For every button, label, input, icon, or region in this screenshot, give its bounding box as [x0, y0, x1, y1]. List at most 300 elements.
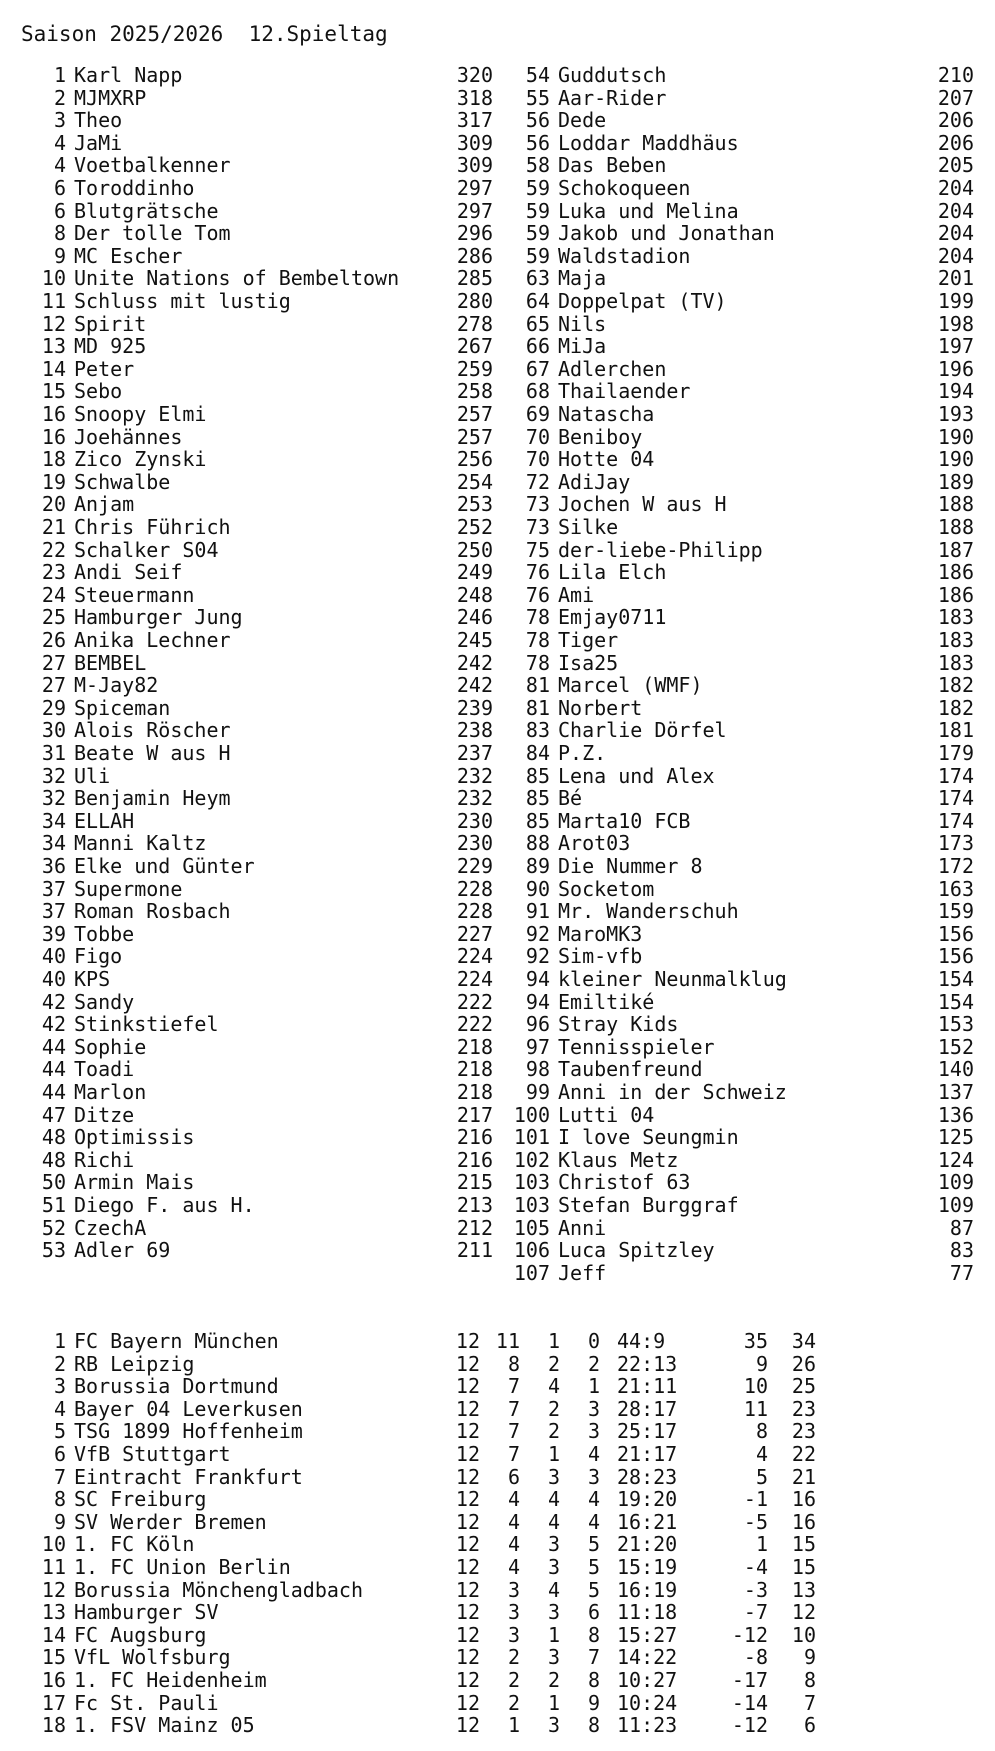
- table-rank: 2: [53, 1351, 66, 1376]
- table-rank: 9: [53, 1509, 66, 1534]
- rank: 40: [41, 944, 66, 969]
- player-name: Schwalbe: [74, 469, 171, 494]
- rank: 32: [41, 786, 66, 811]
- losses: 9: [587, 1690, 600, 1715]
- rank: 25: [41, 605, 66, 630]
- player-name: Ditze: [74, 1102, 135, 1127]
- player-name: Uli: [74, 763, 111, 788]
- player-name: Schalker S04: [74, 537, 219, 562]
- wins: 2: [507, 1645, 520, 1670]
- team-name: RB Leipzig: [74, 1351, 195, 1376]
- rank: 96: [525, 1012, 550, 1037]
- goal-difference: 11: [743, 1396, 768, 1421]
- rank: 29: [41, 695, 66, 720]
- points: 218: [456, 1057, 493, 1082]
- rank: 8: [53, 221, 66, 246]
- draws: 3: [547, 1713, 560, 1738]
- player-name: Klaus Metz: [558, 1147, 679, 1172]
- team-name: Hamburger SV: [74, 1600, 219, 1625]
- rank: 90: [525, 876, 550, 901]
- player-name: Nils: [558, 311, 607, 336]
- team-name: Bayer 04 Leverkusen: [74, 1396, 303, 1421]
- points: 212: [456, 1215, 493, 1240]
- points: 163: [937, 876, 974, 901]
- player-name: BEMBEL: [74, 650, 147, 675]
- draws: 2: [547, 1396, 560, 1421]
- rank: 14: [41, 356, 66, 381]
- goal-difference: -14: [731, 1690, 768, 1715]
- goal-difference: 1: [755, 1532, 768, 1557]
- games: 12: [455, 1713, 480, 1738]
- wins: 11: [495, 1329, 520, 1353]
- rank: 59: [525, 198, 550, 223]
- losses: 8: [587, 1668, 600, 1692]
- rank: 22: [41, 537, 66, 562]
- rank: 81: [525, 673, 550, 698]
- player-name: Sophie: [74, 1034, 147, 1059]
- rank: 100: [513, 1102, 550, 1127]
- games: 12: [455, 1419, 480, 1444]
- points: 196: [937, 356, 974, 381]
- draws: 4: [547, 1487, 560, 1512]
- points: 172: [937, 854, 974, 878]
- rank: 107: [513, 1260, 550, 1285]
- goal-difference: -17: [731, 1668, 768, 1692]
- goals: 21:20: [617, 1532, 678, 1557]
- rank: 2: [53, 85, 66, 110]
- rank: 39: [41, 921, 66, 946]
- points: 242: [456, 673, 493, 698]
- points: 153: [937, 1012, 974, 1037]
- player-name: Sim-vfb: [558, 944, 643, 969]
- table-rank: 14: [41, 1622, 66, 1647]
- rank: 69: [525, 402, 550, 426]
- points: 186: [937, 582, 974, 607]
- table-rank: 13: [41, 1600, 66, 1625]
- page-title: Saison 2025/2026 12.Spieltag: [21, 22, 388, 46]
- player-name: KPS: [74, 967, 111, 991]
- player-name: Optimissis: [74, 1125, 195, 1150]
- points: 296: [456, 221, 493, 246]
- player-name: JaMi: [74, 130, 123, 155]
- points: 188: [937, 492, 974, 517]
- games: 12: [455, 1351, 480, 1376]
- points: 245: [456, 628, 493, 652]
- rank: 1: [53, 63, 66, 87]
- games: 12: [455, 1645, 480, 1670]
- player-name: Luca Spitzley: [558, 1238, 715, 1263]
- rank: 78: [525, 650, 550, 675]
- rank: 4: [53, 130, 66, 155]
- table-rank: 5: [53, 1419, 66, 1444]
- player-name: Loddar Maddhäus: [558, 130, 739, 155]
- team-name: SV Werder Bremen: [74, 1509, 267, 1534]
- player-name: Armin Mais: [74, 1170, 195, 1195]
- points: 204: [937, 221, 974, 246]
- player-name: Benjamin Heym: [74, 786, 231, 811]
- rank: 51: [41, 1193, 66, 1217]
- losses: 7: [587, 1645, 600, 1670]
- player-name: Toadi: [74, 1057, 135, 1082]
- wins: 2: [507, 1690, 520, 1715]
- goal-difference: 10: [743, 1374, 768, 1399]
- rank: 3: [53, 108, 66, 133]
- player-name: Jochen W aus H: [558, 492, 727, 517]
- team-name: Eintracht Frankfurt: [74, 1464, 303, 1489]
- league-points: 15: [791, 1555, 816, 1579]
- goal-difference: 35: [743, 1329, 768, 1353]
- player-name: Stray Kids: [558, 1012, 679, 1037]
- points: 137: [937, 1080, 974, 1104]
- team-name: 1. FC Köln: [74, 1532, 195, 1557]
- rank: 42: [41, 989, 66, 1014]
- rank: 13: [41, 334, 66, 359]
- games: 12: [455, 1396, 480, 1421]
- wins: 3: [507, 1622, 520, 1647]
- points: 218: [456, 1034, 493, 1059]
- rank: 27: [41, 650, 66, 675]
- rank: 66: [525, 334, 550, 359]
- wins: 7: [507, 1374, 520, 1399]
- goals: 15:27: [617, 1622, 678, 1647]
- goals: 16:21: [617, 1509, 678, 1534]
- rank: 101: [513, 1125, 550, 1150]
- points: 159: [937, 899, 974, 924]
- losses: 5: [587, 1555, 600, 1579]
- wins: 1: [507, 1713, 520, 1738]
- player-name: Luka und Melina: [558, 198, 739, 223]
- player-name: Charlie Dörfel: [558, 718, 727, 743]
- rank: 81: [525, 695, 550, 720]
- table-rank: 7: [53, 1464, 66, 1489]
- points: 239: [456, 695, 493, 720]
- points: 183: [937, 605, 974, 630]
- points: 77: [949, 1260, 974, 1285]
- team-name: FC Augsburg: [74, 1622, 207, 1647]
- games: 12: [455, 1668, 480, 1692]
- player-name: Aar-Rider: [558, 85, 667, 110]
- rank: 19: [41, 469, 66, 494]
- points: 194: [937, 379, 974, 404]
- points: 297: [456, 176, 493, 200]
- goal-difference: -12: [731, 1713, 768, 1738]
- losses: 3: [587, 1464, 600, 1489]
- rank: 91: [525, 899, 550, 924]
- points: 222: [456, 989, 493, 1014]
- league-points: 34: [791, 1329, 816, 1353]
- rank: 55: [525, 85, 550, 110]
- games: 12: [455, 1555, 480, 1579]
- goals: 11:23: [617, 1713, 678, 1738]
- points: 242: [456, 650, 493, 675]
- draws: 2: [547, 1351, 560, 1376]
- goals: 11:18: [617, 1600, 678, 1625]
- player-name: MC Escher: [74, 243, 183, 268]
- player-name: Anni: [558, 1215, 607, 1240]
- player-name: Beate W aus H: [74, 741, 231, 765]
- losses: 0: [587, 1329, 600, 1353]
- player-name: Sandy: [74, 989, 135, 1014]
- points: 154: [937, 967, 974, 991]
- points: 230: [456, 831, 493, 856]
- goal-difference: -5: [743, 1509, 768, 1534]
- draws: 3: [547, 1645, 560, 1670]
- rank: 85: [525, 786, 550, 811]
- points: 183: [937, 650, 974, 675]
- points: 218: [456, 1080, 493, 1104]
- player-name: Ami: [558, 582, 595, 607]
- player-name: MJMXRP: [74, 85, 147, 110]
- points: 210: [937, 63, 974, 87]
- rank: 11: [41, 289, 66, 313]
- table-rank: 12: [41, 1577, 66, 1602]
- player-name: Jakob und Jonathan: [558, 221, 775, 246]
- points: 320: [456, 63, 493, 87]
- team-name: Fc St. Pauli: [74, 1690, 219, 1715]
- team-name: FC Bayern München: [74, 1329, 279, 1353]
- points: 154: [937, 989, 974, 1014]
- rank: 63: [525, 266, 550, 291]
- player-name: Taubenfreund: [558, 1057, 703, 1082]
- player-name: Bé: [558, 786, 583, 811]
- draws: 4: [547, 1509, 560, 1534]
- table-rank: 16: [41, 1668, 66, 1692]
- player-name: Steuermann: [74, 582, 195, 607]
- team-name: VfL Wolfsburg: [74, 1645, 231, 1670]
- player-name: Diego F. aus H.: [74, 1193, 255, 1217]
- points: 280: [456, 289, 493, 313]
- rank: 44: [41, 1034, 66, 1059]
- points: 309: [456, 153, 493, 178]
- rank: 16: [41, 424, 66, 449]
- rank: 23: [41, 560, 66, 585]
- rank: 9: [53, 243, 66, 268]
- points: 257: [456, 424, 493, 449]
- table-rank: 18: [41, 1713, 66, 1738]
- team-name: TSG 1899 Hoffenheim: [74, 1419, 303, 1444]
- player-name: Unite Nations of Bembeltown: [74, 266, 400, 291]
- games: 12: [455, 1577, 480, 1602]
- player-name: Norbert: [558, 695, 643, 720]
- points: 109: [937, 1193, 974, 1217]
- player-name: Adler 69: [74, 1238, 171, 1263]
- rank: 102: [513, 1147, 550, 1172]
- league-points: 25: [791, 1374, 816, 1399]
- goals: 10:24: [617, 1690, 678, 1715]
- points: 181: [937, 718, 974, 743]
- wins: 2: [507, 1668, 520, 1692]
- player-name: Manni Kaltz: [74, 831, 207, 856]
- points: 206: [937, 130, 974, 155]
- rank: 44: [41, 1057, 66, 1082]
- points: 229: [456, 854, 493, 878]
- points: 109: [937, 1170, 974, 1195]
- wins: 4: [507, 1555, 520, 1579]
- goals: 15:19: [617, 1555, 678, 1579]
- rank: 48: [41, 1147, 66, 1172]
- player-name: Hotte 04: [558, 447, 655, 472]
- games: 12: [455, 1442, 480, 1466]
- points: 204: [937, 176, 974, 200]
- draws: 3: [547, 1555, 560, 1579]
- draws: 3: [547, 1532, 560, 1557]
- player-name: Hamburger Jung: [74, 605, 243, 630]
- league-points: 22: [791, 1442, 816, 1466]
- player-name: Theo: [74, 108, 123, 133]
- player-name: Chris Führich: [74, 515, 231, 539]
- table-rank: 4: [53, 1396, 66, 1421]
- player-name: Adlerchen: [558, 356, 667, 381]
- player-name: Sebo: [74, 379, 123, 404]
- losses: 3: [587, 1419, 600, 1444]
- player-name: Waldstadion: [558, 243, 691, 268]
- points: 198: [937, 311, 974, 336]
- player-name: Anjam: [74, 492, 135, 517]
- losses: 4: [587, 1442, 600, 1466]
- league-points: 23: [791, 1419, 816, 1444]
- losses: 5: [587, 1577, 600, 1602]
- goal-difference: -8: [743, 1645, 768, 1670]
- player-name: AdiJay: [558, 469, 631, 494]
- wins: 7: [507, 1419, 520, 1444]
- points: 124: [937, 1147, 974, 1172]
- draws: 1: [547, 1690, 560, 1715]
- player-name: CzechA: [74, 1215, 147, 1240]
- points: 197: [937, 334, 974, 359]
- points: 232: [456, 786, 493, 811]
- rank: 40: [41, 967, 66, 991]
- rank: 42: [41, 1012, 66, 1037]
- rank: 30: [41, 718, 66, 743]
- team-name: 1. FC Union Berlin: [74, 1555, 291, 1579]
- points: 278: [456, 311, 493, 336]
- rank: 70: [525, 447, 550, 472]
- points: 297: [456, 198, 493, 223]
- points: 211: [456, 1238, 493, 1263]
- rank: 78: [525, 628, 550, 652]
- goal-difference: -12: [731, 1622, 768, 1647]
- wins: 7: [507, 1442, 520, 1466]
- table-rank: 15: [41, 1645, 66, 1670]
- player-name: Maja: [558, 266, 607, 291]
- games: 12: [455, 1622, 480, 1647]
- league-points: 23: [791, 1396, 816, 1421]
- points: 222: [456, 1012, 493, 1037]
- goals: 10:27: [617, 1668, 678, 1692]
- player-name: Lila Elch: [558, 560, 667, 585]
- league-points: 9: [803, 1645, 816, 1670]
- losses: 2: [587, 1351, 600, 1376]
- rank: 76: [525, 560, 550, 585]
- player-name: Spirit: [74, 311, 147, 336]
- rank: 83: [525, 718, 550, 743]
- points: 216: [456, 1125, 493, 1150]
- player-name: Jeff: [558, 1260, 607, 1285]
- player-name: MaroMK3: [558, 921, 643, 946]
- goal-difference: 5: [755, 1464, 768, 1489]
- points: 174: [937, 808, 974, 833]
- player-name: Karl Napp: [74, 63, 183, 87]
- points: 224: [456, 967, 493, 991]
- rank: 106: [513, 1238, 550, 1263]
- games: 12: [455, 1509, 480, 1534]
- points: 189: [937, 469, 974, 494]
- player-name: Peter: [74, 356, 135, 381]
- goals: 28:17: [617, 1396, 678, 1421]
- player-name: Mr. Wanderschuh: [558, 899, 739, 924]
- losses: 4: [587, 1509, 600, 1534]
- points: 156: [937, 944, 974, 969]
- points: 199: [937, 289, 974, 313]
- points: 186: [937, 560, 974, 585]
- rank: 10: [41, 266, 66, 291]
- player-name: Das Beben: [558, 153, 667, 178]
- games: 12: [455, 1374, 480, 1399]
- player-name: Isa25: [558, 650, 619, 675]
- points: 318: [456, 85, 493, 110]
- draws: 3: [547, 1600, 560, 1625]
- games: 12: [455, 1690, 480, 1715]
- player-name: Dede: [558, 108, 607, 133]
- player-name: Figo: [74, 944, 123, 969]
- player-name: Andi Seif: [74, 560, 183, 585]
- player-name: Toroddinho: [74, 176, 195, 200]
- points: 258: [456, 379, 493, 404]
- player-name: Joehännes: [74, 424, 183, 449]
- player-name: Schokoqueen: [558, 176, 691, 200]
- wins: 4: [507, 1509, 520, 1534]
- league-points: 6: [803, 1713, 816, 1738]
- league-points: 7: [803, 1690, 816, 1715]
- points: 309: [456, 130, 493, 155]
- draws: 4: [547, 1374, 560, 1399]
- rank: 105: [513, 1215, 550, 1240]
- table-rank: 6: [53, 1442, 66, 1466]
- rank: 89: [525, 854, 550, 878]
- rank: 16: [41, 402, 66, 426]
- points: 230: [456, 808, 493, 833]
- player-name: Stefan Burggraf: [558, 1193, 739, 1217]
- wins: 4: [507, 1487, 520, 1512]
- rank: 92: [525, 944, 550, 969]
- league-points: 15: [791, 1532, 816, 1557]
- points: 259: [456, 356, 493, 381]
- games: 12: [455, 1600, 480, 1625]
- player-name: I love Seungmin: [558, 1125, 739, 1150]
- points: 183: [937, 628, 974, 652]
- points: 174: [937, 786, 974, 811]
- rank: 59: [525, 176, 550, 200]
- draws: 1: [547, 1442, 560, 1466]
- losses: 5: [587, 1532, 600, 1557]
- points: 217: [456, 1102, 493, 1127]
- goal-difference: 9: [755, 1351, 768, 1376]
- points: 136: [937, 1102, 974, 1127]
- rank: 52: [41, 1215, 66, 1240]
- points: 187: [937, 537, 974, 562]
- player-name: Richi: [74, 1147, 135, 1172]
- rank: 94: [525, 989, 550, 1014]
- player-name: Elke und Günter: [74, 854, 255, 878]
- rank: 47: [41, 1102, 66, 1127]
- points: 248: [456, 582, 493, 607]
- player-name: Die Nummer 8: [558, 854, 703, 878]
- points: 188: [937, 515, 974, 539]
- player-name: Lena und Alex: [558, 763, 715, 788]
- player-name: Tiger: [558, 628, 619, 652]
- player-name: Supermone: [74, 876, 183, 901]
- team-name: Borussia Mönchengladbach: [74, 1577, 363, 1602]
